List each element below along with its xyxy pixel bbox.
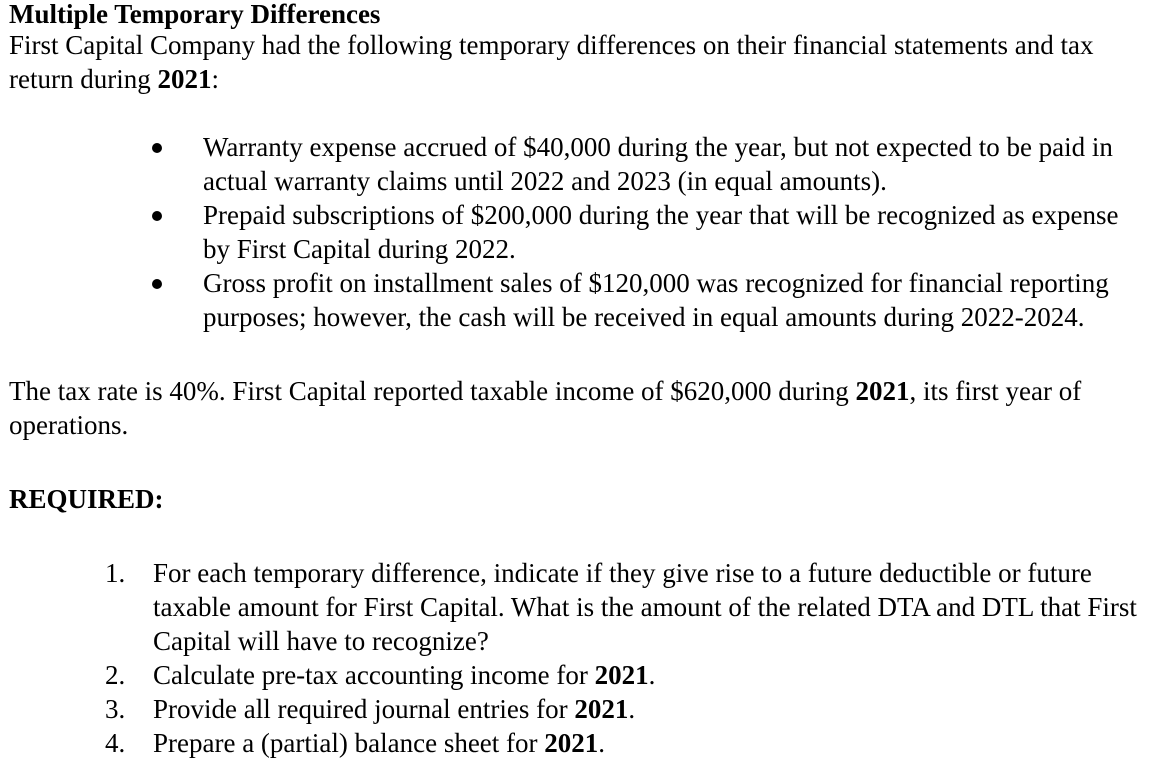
list-item xyxy=(9,556,1143,658)
step-text: For each temporary difference, indicate if they give rise to a future deductible or future taxable amount for First Capital. What is the amount of the related DTA and DTL that First Capital will have to recognize? xyxy=(153,558,1137,656)
tax-year: 2021 xyxy=(855,376,910,406)
bullet-text: Warranty expense accrued of $40,000 during the year, but not expected to be paid in actual warranty claims until 2022 and 2023 (in equal amounts). xyxy=(203,132,1113,196)
bullet-icon xyxy=(152,279,162,289)
intro-text: First Capital Company had the following temporary differences on their financial statements and tax return during xyxy=(9,30,1094,94)
document-page xyxy=(9,0,1154,760)
required-heading: REQUIRED: xyxy=(9,484,164,514)
document-title: Multiple Temporary Differences xyxy=(9,0,381,29)
list-item xyxy=(9,692,1143,726)
intro-end: : xyxy=(211,64,219,94)
step-number: 4. xyxy=(105,728,126,758)
step-text: Prepare a (partial) balance sheet for xyxy=(153,728,545,758)
step-end: . xyxy=(598,728,606,758)
step-number: 1. xyxy=(105,558,126,588)
step-number: 2. xyxy=(105,660,126,690)
step-text: Provide all required journal entries for xyxy=(153,694,575,724)
bullet-text: Prepaid subscriptions of $200,000 during the year that will be recognized as expense by First Capital during 2022. xyxy=(203,200,1119,264)
step-year: 2021 xyxy=(544,728,599,758)
list-item xyxy=(9,130,1143,198)
step-text: Calculate pre-tax accounting income for xyxy=(153,660,595,690)
list-item xyxy=(9,658,1143,692)
tax-text-before: The tax rate is 40%. First Capital reported taxable income of $620,000 during xyxy=(9,376,856,406)
step-end: . xyxy=(628,694,636,724)
intro-paragraph xyxy=(9,28,1154,96)
bullet-icon xyxy=(152,211,162,221)
tax-text-after: , its first year of operations. xyxy=(9,376,1082,440)
step-number: 3. xyxy=(105,694,126,724)
intro-year: 2021 xyxy=(157,64,212,94)
tax-rate-paragraph xyxy=(9,374,1154,442)
list-item xyxy=(9,726,1143,760)
required-steps-list xyxy=(9,556,1154,760)
list-item xyxy=(9,266,1143,334)
bullet-text: Gross profit on installment sales of $120,000 was recognized for financial reporting purposes; however, the cash will be received in equal amounts during 2022-2024. xyxy=(203,268,1109,332)
step-year: 2021 xyxy=(594,660,649,690)
step-end: . xyxy=(648,660,656,690)
temporary-differences-list xyxy=(9,130,1154,334)
bullet-icon xyxy=(152,143,162,153)
list-item xyxy=(9,198,1143,266)
step-year: 2021 xyxy=(574,694,629,724)
